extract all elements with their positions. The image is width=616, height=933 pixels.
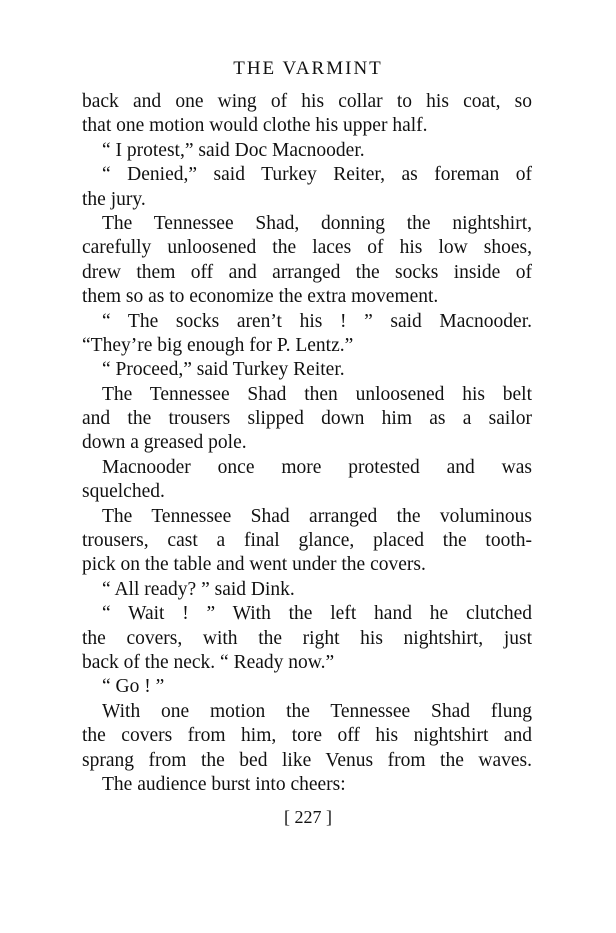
- text-line: down a greased pole.: [82, 432, 247, 454]
- text-line: the covers from him, tore off his nightshirt and: [82, 725, 532, 747]
- text-line: pick on the table and went under the covers.: [82, 554, 426, 576]
- text-line: The Tennessee Shad arranged the voluminous: [102, 505, 532, 527]
- text-line: carefully unloosened the laces of his low shoes,: [82, 237, 532, 259]
- text-line: “ I protest,” said Doc Macnooder.: [102, 139, 365, 161]
- text-line: trousers, cast a final glance, placed the tooth-: [82, 530, 532, 552]
- text-line: back and one wing of his collar to his coat, so: [82, 91, 532, 112]
- text-line: drew them off and arranged the socks inside of: [82, 261, 532, 283]
- text-line: The Tennessee Shad then unloosened his belt: [102, 383, 532, 405]
- text-line: “ The socks aren’t his ! ” said Macnooder.: [102, 310, 532, 332]
- text-line: and the trousers slipped down him as a sailor: [82, 408, 532, 430]
- text-line: “They’re big enough for P. Lentz.”: [82, 334, 354, 356]
- text-line: the covers, with the right his nightshirt, just: [82, 627, 532, 649]
- text-line: “ Proceed,” said Turkey Reiter.: [102, 359, 345, 381]
- page-number: [ 227 ]: [284, 807, 332, 827]
- text-line: With one motion the Tennessee Shad flung: [102, 700, 532, 722]
- text-line: “ All ready? ” said Dink.: [102, 578, 295, 600]
- running-head: THE VARMINT: [233, 58, 383, 79]
- text-line: back of the neck. “ Ready now.”: [82, 651, 335, 673]
- body-text: [82, 90, 532, 797]
- text-line: “ Wait ! ” With the left hand he clutched: [102, 603, 532, 625]
- text-line: them so as to economize the extra movement.: [82, 286, 439, 308]
- text-line: that one motion would clothe his upper half.: [82, 115, 428, 137]
- text-line: the jury.: [82, 188, 146, 210]
- text-line: “ Denied,” said Turkey Reiter, as foreman of: [102, 164, 532, 186]
- text-line: The Tennessee Shad, donning the nightshirt,: [102, 212, 532, 234]
- text-line: Macnooder once more protested and was: [102, 456, 532, 478]
- text-line: The audience burst into cheers:: [102, 773, 346, 795]
- text-line: “ Go ! ”: [102, 676, 165, 698]
- text-line: sprang from the bed like Venus from the waves.: [82, 749, 532, 771]
- text-line: squelched.: [82, 481, 165, 503]
